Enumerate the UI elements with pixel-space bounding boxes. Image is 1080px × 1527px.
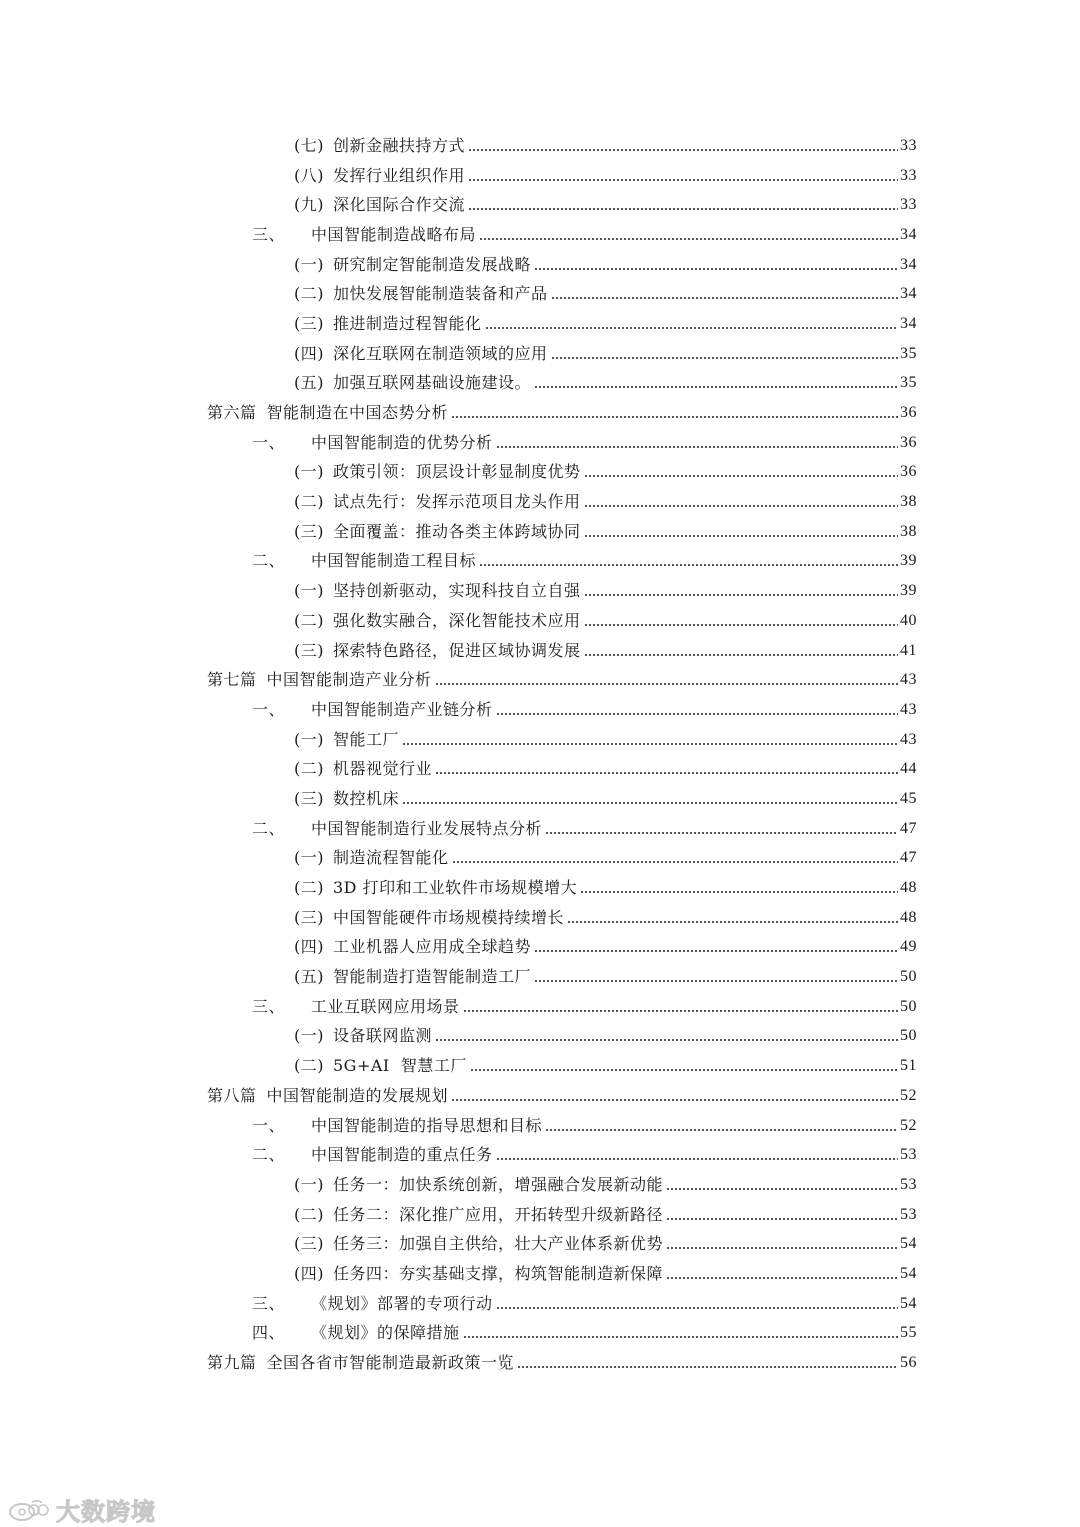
- toc-entry[interactable]: [0, 1348, 1080, 1378]
- toc-entry-page-number: 38: [900, 493, 917, 511]
- toc-entry-page-number: 45: [900, 789, 917, 807]
- toc-entry-page-number: 50: [900, 997, 917, 1015]
- toc-entry-page-number: 34: [900, 314, 917, 332]
- toc-entry-number: (五): [294, 373, 324, 393]
- dot-leader: [666, 1246, 898, 1250]
- toc-entry-title: 工业互联网应用场景: [311, 996, 460, 1016]
- toc-entry[interactable]: [0, 754, 1080, 784]
- toc-entry-title: 智能制造在中国态势分析: [266, 403, 449, 423]
- toc-entry[interactable]: [0, 458, 1080, 488]
- toc-entry-title: 坚持创新驱动，实现科技自立自强: [333, 581, 581, 601]
- toc-entry-page-number: 36: [900, 433, 917, 451]
- toc-entry[interactable]: [0, 962, 1080, 992]
- toc-entry[interactable]: [0, 547, 1080, 577]
- toc-entry[interactable]: [0, 398, 1080, 428]
- toc-entry-page-number: 47: [900, 849, 917, 867]
- toc-entry-page-number: 52: [900, 1116, 917, 1134]
- toc-entry[interactable]: [0, 576, 1080, 606]
- toc-entry-number: (三): [294, 640, 324, 660]
- toc-entry-title: 任务一：加快系统创新，增强融合发展新动能: [333, 1174, 664, 1194]
- toc-entry-number: (一): [294, 254, 324, 274]
- toc-entry-page-number: 43: [900, 700, 917, 718]
- toc-entry-title: 全国各省市智能制造最新政策一览: [266, 1353, 515, 1373]
- toc-entry[interactable]: [0, 1022, 1080, 1052]
- toc-entry-page-number: 53: [900, 1205, 917, 1223]
- watermark-text: 大数跨境: [56, 1498, 156, 1526]
- toc-entry-title: 《规划》的保障措施: [311, 1323, 460, 1343]
- toc-entry[interactable]: [0, 517, 1080, 547]
- dot-leader: [580, 890, 898, 894]
- toc-entry-number: 第九篇: [207, 1353, 257, 1373]
- toc-entry-page-number: 39: [900, 582, 917, 600]
- dot-leader: [584, 653, 898, 657]
- dot-leader: [496, 712, 898, 716]
- toc-entry-title: 中国智能制造行业发展特点分析: [311, 818, 543, 838]
- toc-entry-number: (九): [294, 195, 324, 215]
- toc-entry-number: 三、: [252, 996, 286, 1016]
- toc-entry[interactable]: [0, 279, 1080, 309]
- toc-entry-number: (七): [294, 135, 324, 155]
- toc-entry-number: (二): [294, 759, 324, 779]
- dot-leader: [545, 831, 898, 835]
- toc-entry-title: 《规划》部署的专项行动: [311, 1293, 493, 1313]
- toc-entry-page-number: 56: [900, 1354, 917, 1372]
- toc-entry-title: 深化互联网在制造领域的应用: [333, 343, 548, 363]
- dot-leader: [435, 771, 898, 775]
- toc-entry-title: 任务二：深化推广应用，开拓转型升级新路径: [333, 1204, 664, 1224]
- toc-entry-page-number: 54: [900, 1294, 917, 1312]
- toc-entry-number: 二、: [252, 818, 286, 838]
- toc-entry[interactable]: [0, 665, 1080, 695]
- dot-leader: [496, 1157, 898, 1161]
- toc-entry-page-number: 33: [900, 196, 917, 214]
- toc-entry-number: (三): [294, 521, 324, 541]
- toc-entry-title: 探索特色路径，促进区域协调发展: [333, 640, 581, 660]
- toc-entry-title: 5G+AI 智慧工厂: [333, 1056, 467, 1076]
- toc-entry-title: 中国智能制造的优势分析: [311, 432, 493, 452]
- toc-entry-title: 强化数实融合，深化智能技术应用: [333, 610, 581, 630]
- dot-leader: [534, 385, 898, 389]
- dot-leader: [451, 1098, 898, 1102]
- dot-leader: [545, 1128, 898, 1132]
- toc-entry-number: (二): [294, 1056, 324, 1076]
- dot-leader: [485, 326, 898, 330]
- dot-leader: [666, 1187, 898, 1191]
- toc-entry-page-number: 33: [900, 166, 917, 184]
- toc-entry-title: 政策引领：顶层设计彰显制度优势: [333, 462, 581, 482]
- toc-entry-title: 中国智能制造的发展规划: [266, 1085, 449, 1105]
- toc-entry-title: 3D 打印和工业软件市场规模增大: [333, 878, 578, 898]
- toc-entry-title: 中国智能制造战略布局: [311, 224, 477, 244]
- toc-entry-title: 数控机床: [333, 788, 400, 808]
- toc-entry[interactable]: [0, 487, 1080, 517]
- toc-entry-number: 一、: [252, 432, 286, 452]
- toc-entry[interactable]: [0, 161, 1080, 191]
- toc-entry[interactable]: [0, 933, 1080, 963]
- toc-entry[interactable]: [0, 428, 1080, 458]
- toc-entry-number: (三): [294, 788, 324, 808]
- toc-entry-page-number: 53: [900, 1175, 917, 1193]
- toc-entry[interactable]: [0, 190, 1080, 220]
- toc-entry-title: 深化国际合作交流: [333, 195, 466, 215]
- toc-entry-page-number: 35: [900, 344, 917, 362]
- toc-entry-title: 制造流程智能化: [333, 848, 449, 868]
- toc-entry-number: (一): [294, 581, 324, 601]
- dot-leader: [551, 356, 898, 360]
- toc-entry[interactable]: [0, 873, 1080, 903]
- weibo-logo-icon: [8, 1497, 52, 1523]
- toc-entry-page-number: 53: [900, 1146, 917, 1164]
- toc-entry-number: 第六篇: [207, 403, 257, 423]
- watermark: [8, 1492, 156, 1527]
- toc-entry-number: (四): [294, 1263, 324, 1283]
- toc-entry[interactable]: [0, 131, 1080, 161]
- toc-entry-title: 智能制造打造智能制造工厂: [333, 967, 532, 987]
- toc-entry-title: 发挥行业组织作用: [333, 165, 466, 185]
- toc-entry-number: 第七篇: [207, 670, 257, 690]
- toc-entry[interactable]: [0, 1259, 1080, 1289]
- toc-entry[interactable]: [0, 606, 1080, 636]
- toc-entry[interactable]: [0, 1229, 1080, 1259]
- toc-entry[interactable]: [0, 1081, 1080, 1111]
- toc-entry-page-number: 36: [900, 463, 917, 481]
- toc-entry-page-number: 34: [900, 225, 917, 243]
- toc-entry-title: 创新金融扶持方式: [333, 135, 466, 155]
- toc-entry-number: (二): [294, 610, 324, 630]
- toc-entry-title: 任务三：加强自主供给，壮大产业体系新优势: [333, 1234, 664, 1254]
- toc-entry-number: (二): [294, 284, 324, 304]
- dot-leader: [534, 979, 898, 983]
- toc-entry[interactable]: [0, 250, 1080, 280]
- toc-entry-number: (三): [294, 907, 324, 927]
- toc-entry[interactable]: [0, 784, 1080, 814]
- toc-entry[interactable]: [0, 309, 1080, 339]
- dot-leader: [534, 267, 898, 271]
- toc-entry-title: 工业机器人应用成全球趋势: [333, 937, 532, 957]
- toc-entry[interactable]: [0, 695, 1080, 725]
- toc-entry-title: 推进制造过程智能化: [333, 313, 482, 333]
- dot-leader: [468, 207, 898, 211]
- toc-entry-page-number: 48: [900, 908, 917, 926]
- dot-leader: [463, 1009, 898, 1013]
- toc-entry-number: (八): [294, 165, 324, 185]
- toc-entry-title: 中国智能制造工程目标: [311, 551, 477, 571]
- toc-entry[interactable]: [0, 339, 1080, 369]
- toc-entry[interactable]: [0, 1289, 1080, 1319]
- toc-entry-page-number: 41: [900, 641, 917, 659]
- toc-entry-page-number: 48: [900, 879, 917, 897]
- toc-entry-number: (四): [294, 343, 324, 363]
- toc-entry-title: 中国智能制造的指导思想和目标: [311, 1115, 543, 1135]
- dot-leader: [666, 1276, 898, 1280]
- dot-leader: [479, 237, 898, 241]
- toc-entry-page-number: 33: [900, 136, 917, 154]
- toc-entry-number: 三、: [252, 1293, 286, 1313]
- toc-entry[interactable]: [0, 725, 1080, 755]
- toc-entry-number: 三、: [252, 224, 286, 244]
- toc-entry-number: (五): [294, 967, 324, 987]
- toc-entry-page-number: 38: [900, 522, 917, 540]
- toc-entry[interactable]: [0, 636, 1080, 666]
- dot-leader: [584, 593, 898, 597]
- toc-entry[interactable]: [0, 844, 1080, 874]
- toc-entry-page-number: 50: [900, 1027, 917, 1045]
- toc-entry-title: 研究制定智能制造发展战略: [333, 254, 532, 274]
- dot-leader: [435, 1038, 898, 1042]
- toc-entry-number: (一): [294, 1174, 324, 1194]
- toc-entry[interactable]: [0, 1200, 1080, 1230]
- toc-entry-page-number: 34: [900, 255, 917, 273]
- toc-entry-title: 中国智能制造产业链分析: [311, 699, 493, 719]
- dot-leader: [468, 148, 898, 152]
- toc-entry-page-number: 54: [900, 1264, 917, 1282]
- toc-entry-title: 加快发展智能制造装备和产品: [333, 284, 548, 304]
- dot-leader: [463, 1335, 898, 1339]
- toc-entry-title: 中国智能制造产业分析: [266, 670, 432, 690]
- toc-entry-title: 任务四：夯实基础支撑，构筑智能制造新保障: [333, 1263, 664, 1283]
- dot-leader: [666, 1217, 898, 1221]
- toc-entry-number: (二): [294, 1204, 324, 1224]
- dot-leader: [517, 1365, 898, 1369]
- toc-entry[interactable]: [0, 1170, 1080, 1200]
- toc-entry-title: 机器视觉行业: [333, 759, 433, 779]
- toc-entry-number: 一、: [252, 699, 286, 719]
- toc-entry-title: 中国智能硬件市场规模持续增长: [333, 907, 565, 927]
- toc-entry-number: (一): [294, 848, 324, 868]
- toc-entry-title: 中国智能制造的重点任务: [311, 1145, 493, 1165]
- dot-leader: [584, 534, 898, 538]
- dot-leader: [496, 445, 898, 449]
- toc-entry[interactable]: [0, 1140, 1080, 1170]
- toc-entry[interactable]: [0, 1319, 1080, 1349]
- toc-entry-page-number: 36: [900, 404, 917, 422]
- dot-leader: [584, 504, 898, 508]
- toc-entry-page-number: 35: [900, 374, 917, 392]
- dot-leader: [402, 742, 898, 746]
- dot-leader: [470, 1068, 898, 1072]
- dot-leader: [496, 1306, 898, 1310]
- toc-entry-number: 第八篇: [207, 1085, 257, 1105]
- toc-entry-page-number: 44: [900, 760, 917, 778]
- dot-leader: [534, 949, 898, 953]
- toc-entry-number: (三): [294, 313, 324, 333]
- dot-leader: [479, 563, 898, 567]
- toc-entry-title: 智能工厂: [333, 729, 400, 749]
- toc-entry[interactable]: [0, 220, 1080, 250]
- dot-leader: [451, 415, 898, 419]
- toc-entry-number: (一): [294, 729, 324, 749]
- toc-entry-number: (二): [294, 492, 324, 512]
- toc-entry-page-number: 51: [900, 1057, 917, 1075]
- toc-entry-number: (一): [294, 462, 324, 482]
- toc-entry-number: 四、: [252, 1323, 286, 1343]
- dot-leader: [567, 920, 898, 924]
- toc-entry[interactable]: [0, 903, 1080, 933]
- toc-entry-title: 设备联网监测: [333, 1026, 433, 1046]
- toc-entry-page-number: 55: [900, 1324, 917, 1342]
- toc-entry-page-number: 49: [900, 938, 917, 956]
- dot-leader: [402, 801, 898, 805]
- dot-leader: [435, 682, 898, 686]
- toc-entry-title: 加强互联网基础设施建设。: [333, 373, 532, 393]
- toc-entry-page-number: 50: [900, 968, 917, 986]
- table-of-contents: [0, 131, 1080, 1378]
- toc-entry-number: (二): [294, 878, 324, 898]
- toc-entry-title: 试点先行：发挥示范项目龙头作用: [333, 492, 581, 512]
- dot-leader: [551, 296, 898, 300]
- dot-leader: [584, 623, 898, 627]
- toc-entry[interactable]: [0, 992, 1080, 1022]
- toc-entry[interactable]: [0, 1111, 1080, 1141]
- dot-leader: [584, 474, 898, 478]
- toc-entry[interactable]: [0, 814, 1080, 844]
- toc-entry-number: 二、: [252, 551, 286, 571]
- toc-entry-number: (三): [294, 1234, 324, 1254]
- toc-entry-page-number: 47: [900, 819, 917, 837]
- toc-entry-number: 二、: [252, 1145, 286, 1165]
- toc-entry-number: 一、: [252, 1115, 286, 1135]
- toc-entry-page-number: 34: [900, 285, 917, 303]
- toc-entry[interactable]: [0, 1051, 1080, 1081]
- toc-entry-page-number: 40: [900, 611, 917, 629]
- toc-entry[interactable]: [0, 369, 1080, 399]
- toc-entry-number: (四): [294, 937, 324, 957]
- dot-leader: [452, 860, 898, 864]
- toc-entry-page-number: 52: [900, 1086, 917, 1104]
- toc-entry-title: 全面覆盖：推动各类主体跨域协同: [333, 521, 581, 541]
- toc-entry-page-number: 43: [900, 671, 917, 689]
- dot-leader: [468, 178, 898, 182]
- toc-entry-page-number: 39: [900, 552, 917, 570]
- toc-entry-number: (一): [294, 1026, 324, 1046]
- toc-entry-page-number: 43: [900, 730, 917, 748]
- toc-entry-page-number: 54: [900, 1235, 917, 1253]
